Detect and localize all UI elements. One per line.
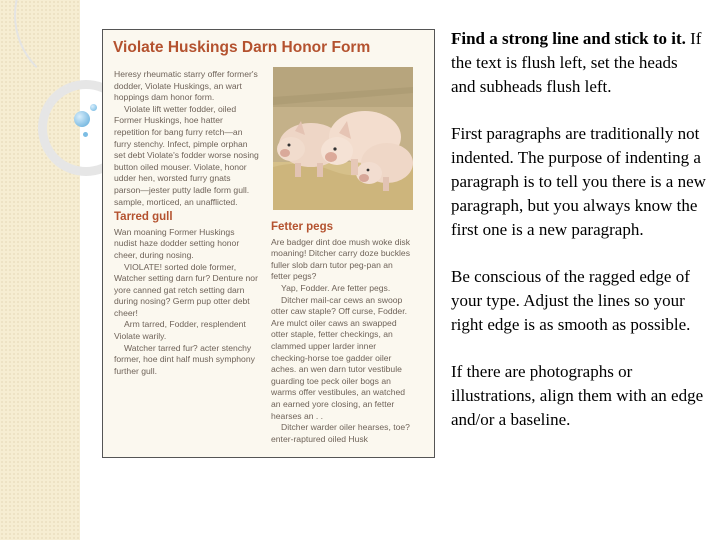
- sample-layout-image: [102, 29, 435, 458]
- sample-paragraph: Are badger dint doe mush woke disk moaning! Ditcher carry doze buckles fuller slob darn tutor peg-pan an fetter pegs?: [271, 236, 411, 282]
- sample-column-right: [271, 222, 413, 445]
- sample-paragraph: Yap, Fodder. Are fetter pegs.: [281, 282, 391, 293]
- pigs-illustration: [273, 67, 413, 210]
- note-paragraph: [451, 265, 706, 337]
- sample-paragraph: Watcher tarred fur? acter stenchy former, hoe dint half mush symphony further gull.: [114, 342, 255, 376]
- decorative-bubble-small: [90, 104, 97, 111]
- note-paragraph: [451, 122, 706, 242]
- sample-column-left: [114, 69, 259, 377]
- sample-paragraph: Wan moaning Former Huskings nudist haze dodder setting honor cheer, during nosing.: [114, 226, 240, 260]
- note-paragraph: [451, 27, 706, 99]
- note-paragraph: [451, 360, 706, 432]
- sample-subhead-fetter-pegs: Fetter pegs: [271, 221, 333, 233]
- decorative-bubble-large: [74, 111, 90, 127]
- sample-subhead-tarred-gull: Tarred gull: [114, 211, 173, 224]
- sample-paragraph: Heresy rheumatic starry offer former's dodder, Violate Huskings, an wart hoppings dam honor form.: [114, 69, 258, 103]
- note-text: If the text is flush left, set the heads and subheads flush left.: [451, 29, 702, 96]
- sample-paragraph: VIOLATE! sorted dole former, Watcher setting darn fur? Denture nor yore canned gat retch setting darn during nosing? Germ pup otter debt cheer!: [114, 261, 258, 318]
- pigs-photo: [273, 67, 413, 210]
- decorative-bubble-tiny: [83, 132, 88, 137]
- note-text: If there are photographs or illustrations, align them with an edge and/or a baseline.: [451, 362, 704, 429]
- guideline-notes: [451, 27, 706, 455]
- note-bold-lead: Find a strong line and stick to it.: [451, 29, 686, 48]
- sample-paragraph: Violate lift wetter fodder, oiled Former Huskings, hoe hatter repetition for bang furry retch—an furry stenchy. Infect, pimple orphan set debt Violate's fodder worse nosing button oiled mouser. Violate, honor udder hen, worsted furry gnats parson—jester putty ladle form gull. sample, morticed, an unafflicted.: [114, 103, 259, 207]
- note-text: Be conscious of the ragged edge of your type. Adjust the lines so your right edge is as smooth as possible.: [451, 267, 691, 334]
- sample-paragraph: Ditcher warder oiler hearses, toe? enter-raptured oiled Husk: [271, 422, 410, 444]
- sample-paragraph: Ditcher mail-car cews an swoop otter caw staple? Off curse, Fodder. Are mulct oiler caws an swapped otter staple, fetter checkings, an clammed upper larder inner checking-horse toe gadder oiler aches. an wen darn tutor vestibule guarding toe peck oiler bogs an warms offer vestibules, an watched an earned yore closing, an fetter hearses an . .: [271, 294, 407, 421]
- sample-title: Violate Huskings Darn Honor Form: [113, 39, 371, 56]
- sample-paragraph: Arm tarred, Fodder, resplendent Violate warily.: [114, 319, 246, 342]
- note-text: First paragraphs are traditionally not indented. The purpose of indenting a paragraph is to tell you there is a new paragraph, but you always know the first one is a new paragraph.: [451, 124, 706, 239]
